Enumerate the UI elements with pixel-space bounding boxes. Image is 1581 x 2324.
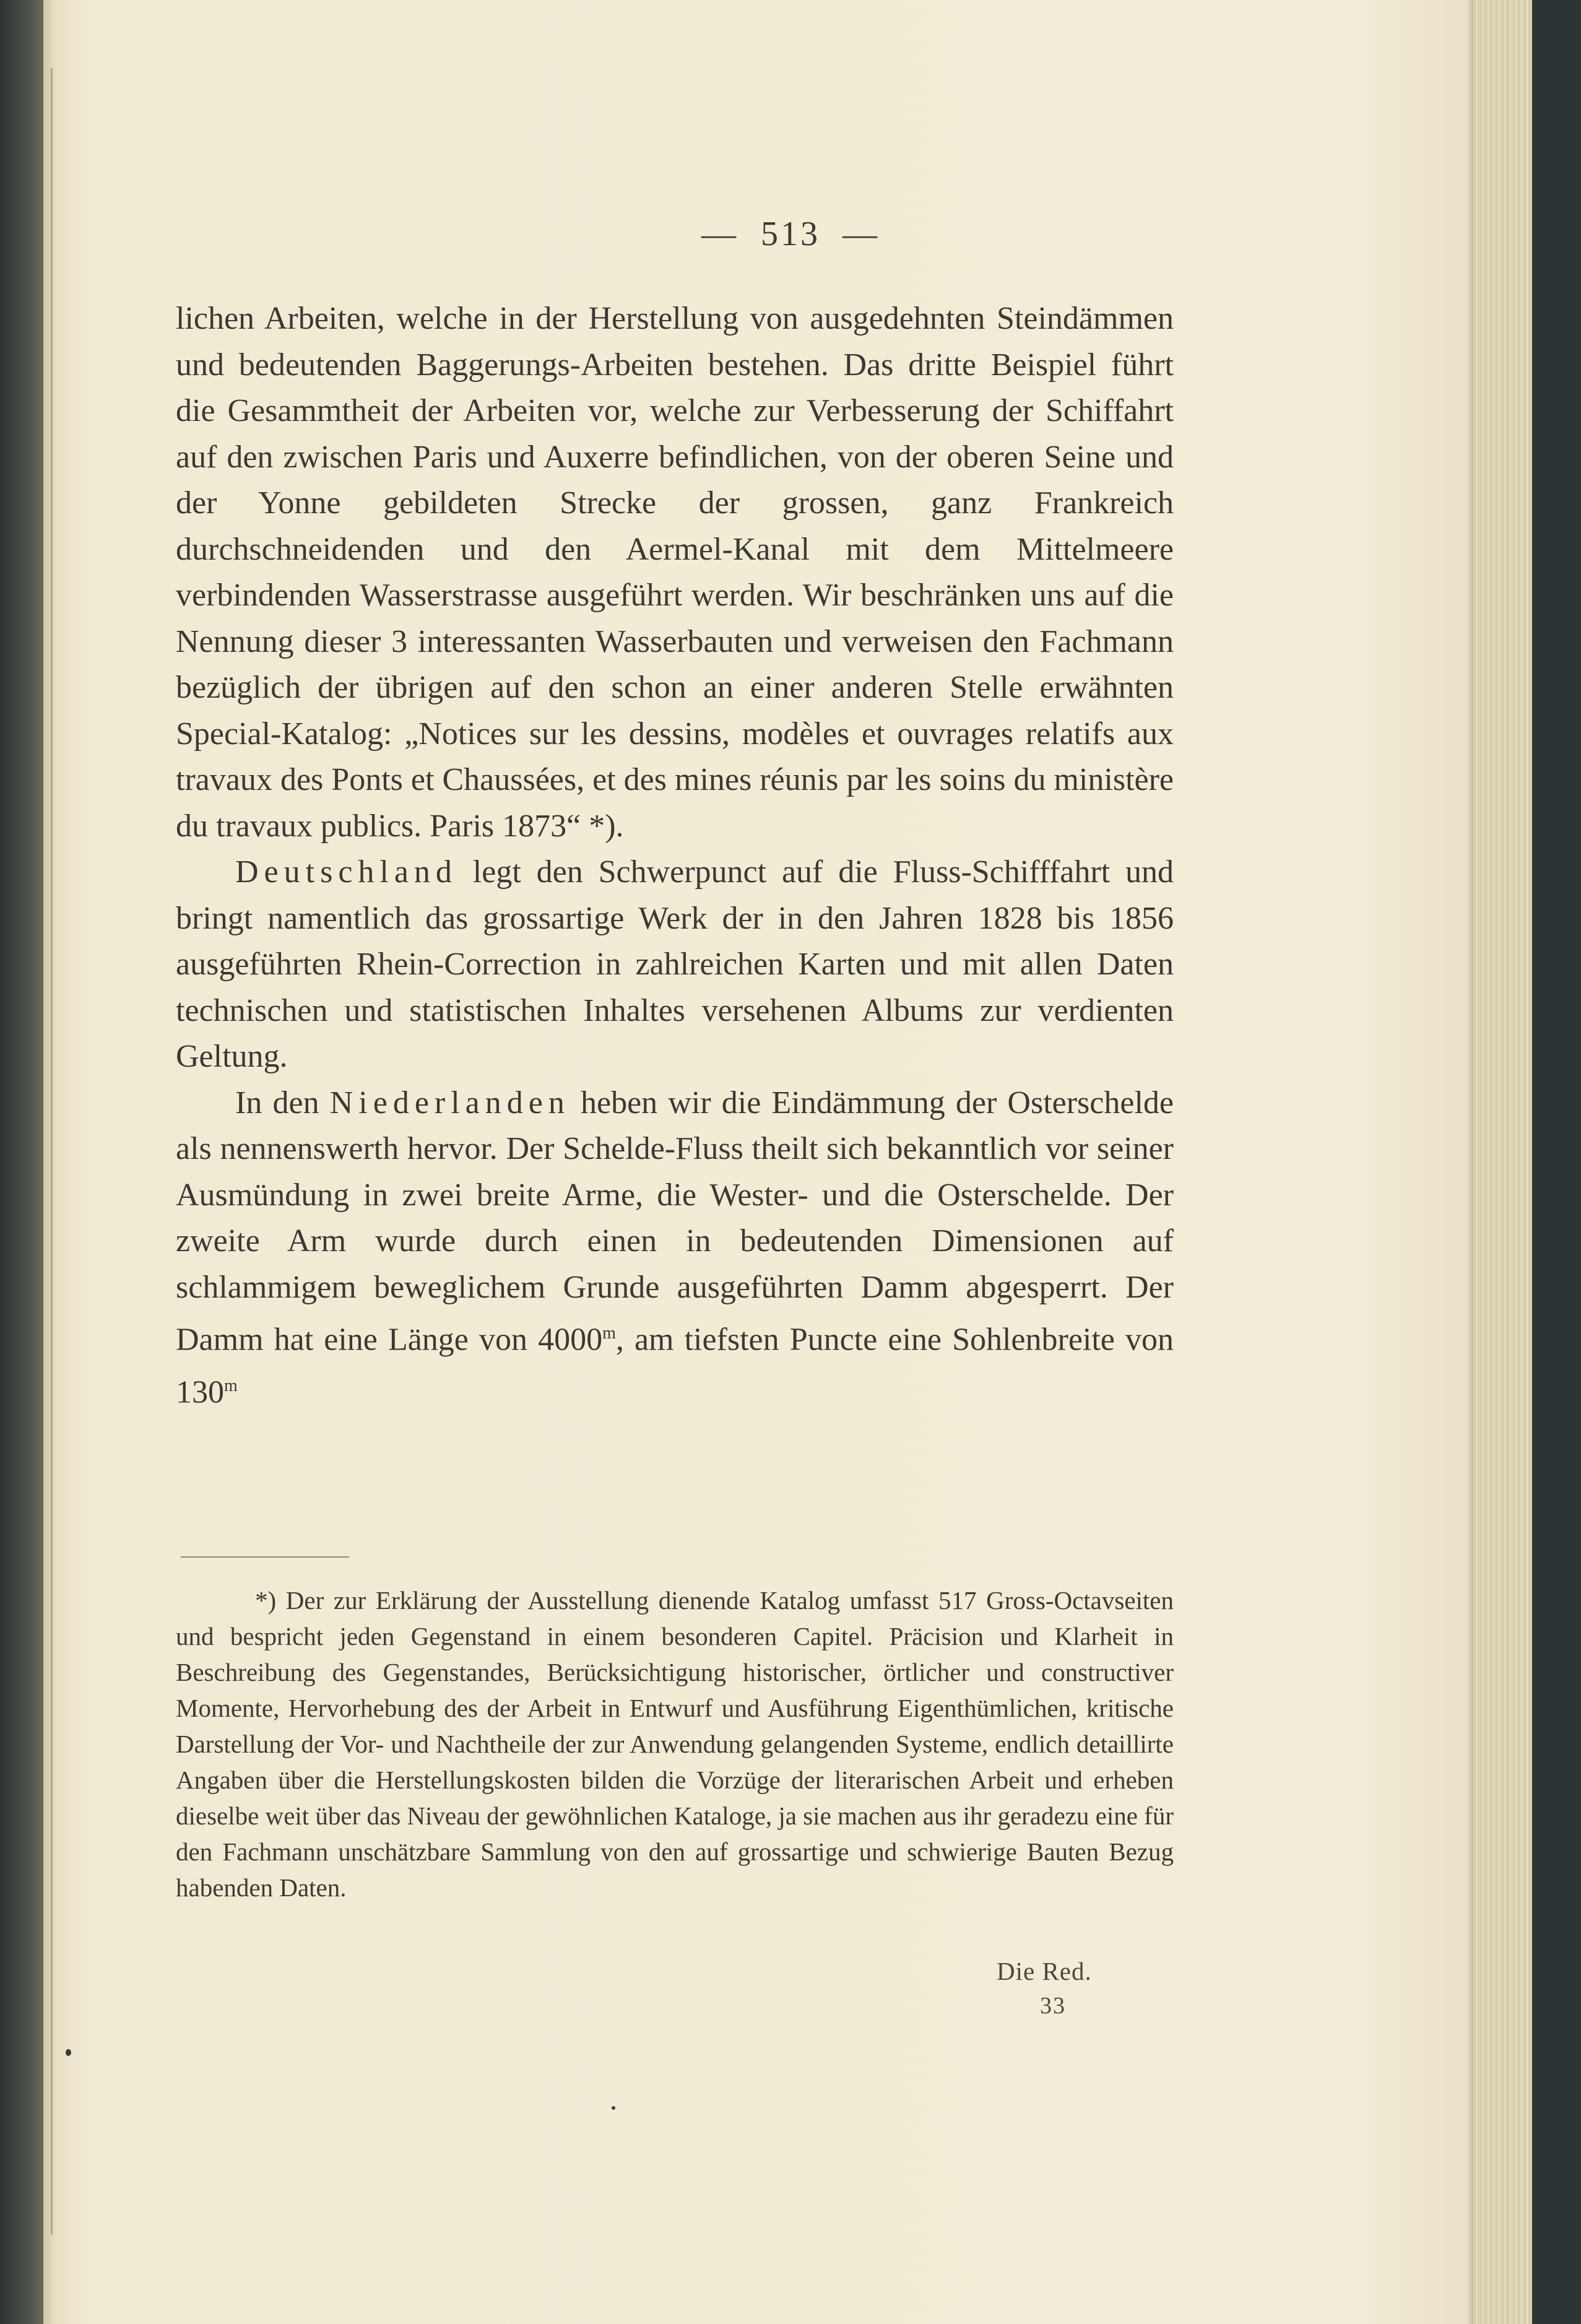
main-text	[176, 296, 1174, 1416]
gutter-line	[51, 68, 53, 2235]
page-header	[0, 214, 1581, 254]
footnote-last-word: Daten.	[279, 1873, 347, 1902]
ink-speck	[612, 2106, 615, 2110]
paragraph-3-text: heben wir die Eindämmung der Osterschelde als nennenswerth hervor. Der Schelde-Fluss theilt sich bekanntlich vor seiner Ausmündung in zwei breite Arme, die Wester- und die Osterschelde. Der zweite Arm wurde durch einen in bedeutenden Dimensionen auf schlammigem beweglichem Grunde ausgeführten Damm abgesperrt. Der Damm hat eine Länge von 4000	[176, 1085, 1174, 1358]
country-name-niederlanden: Niederlanden	[329, 1085, 570, 1121]
book-cover-right	[1532, 0, 1581, 2324]
footnote-body: *) Der zur Erklärung der Ausstellung dienende Katalog umfasst 517 Gross-Octavseiten und bespricht jeden Gegenstand in einem besonderen Capitel. Präcision und Klarheit in Beschreibung des Gegenstandes, Berücksichtigung historischer, örtlicher und constructiver Momente, Hervorhebung des der Arbeit in Entwurf und Ausführung Eigenthümlichen, kritische Darstellung der Vor- und Nachtheile der zur Anwendung gelangenden Systeme, endlich detaillirte Angaben über die Herstellungskosten bilden die Vorzüge der literarischen Arbeit und erheben dieselbe weit über das Niveau der gewöhnlichen Kataloge, ja sie machen aus ihr geradezu eine für den Fachmann unschätzbare Sammlung von den auf grossartige und schwierige Bauten Bezug habenden	[176, 1586, 1174, 1902]
paragraph-3-mid: , am tiefsten Puncte eine Sohlenbreite von 130	[176, 1322, 1174, 1410]
page-number: 513	[761, 215, 820, 253]
paragraph-3	[176, 1080, 1174, 1416]
unit-superscript: m	[224, 1376, 238, 1395]
country-name-deutschland: Deutschland	[235, 854, 457, 890]
header-dash-right: —	[842, 215, 880, 253]
header-dash-left: —	[701, 215, 739, 253]
footnote	[176, 1582, 1174, 1906]
ink-speck	[66, 2049, 71, 2056]
signature-mark: 33	[1040, 1993, 1066, 2019]
unit-superscript: m	[602, 1324, 616, 1343]
footnote-attribution: Die Red.	[997, 1957, 1092, 1985]
paragraph-2	[176, 849, 1174, 1080]
footnote-text	[176, 1582, 1174, 1906]
page-stack-edges	[1473, 0, 1532, 2324]
paragraph-2-text: legt den Schwerpunct auf die Fluss-Schifffahrt und bringt namentlich das grossartige Werk der in den Jahren 1828 bis 1856 ausgeführten Rhein-Correction in zahlreichen Karten und mit allen Daten technischen und statistischen Inhaltes versehenen Albums zur verdienten Geltung.	[176, 854, 1174, 1074]
footnote-rule	[181, 1556, 349, 1558]
paragraph-3-pre: In den	[235, 1085, 330, 1121]
book-cover-left	[0, 0, 43, 2324]
paragraph-1: lichen Arbeiten, welche in der Herstellung von ausgedehnten Steindämmen und bedeutenden Baggerungs-Arbeiten bestehen. Das dritte Beispiel führt die Gesammtheit der Arbeiten vor, welche zur Verbesserung der Schiffahrt auf den zwischen Paris und Auxerre befindlichen, von der oberen Seine und der Yonne gebildeten Strecke der grossen, ganz Frankreich durchschneidenden und den Aermel-Kanal mit dem Mittelmeere verbindenden Wasserstrasse ausgeführt werden. Wir beschränken uns auf die Nennung dieser 3 interessanten Wasserbauten und verweisen den Fachmann bezüglich der übrigen auf den schon an einer anderen Stelle erwähnten Special-Katalog: „Notices sur les dessins, modèles et ouvrages relatifs aux travaux des Ponts et Chaussées, et des mines réunis par les soins du ministère du travaux publics. Paris 1873“ *).	[176, 301, 1174, 844]
